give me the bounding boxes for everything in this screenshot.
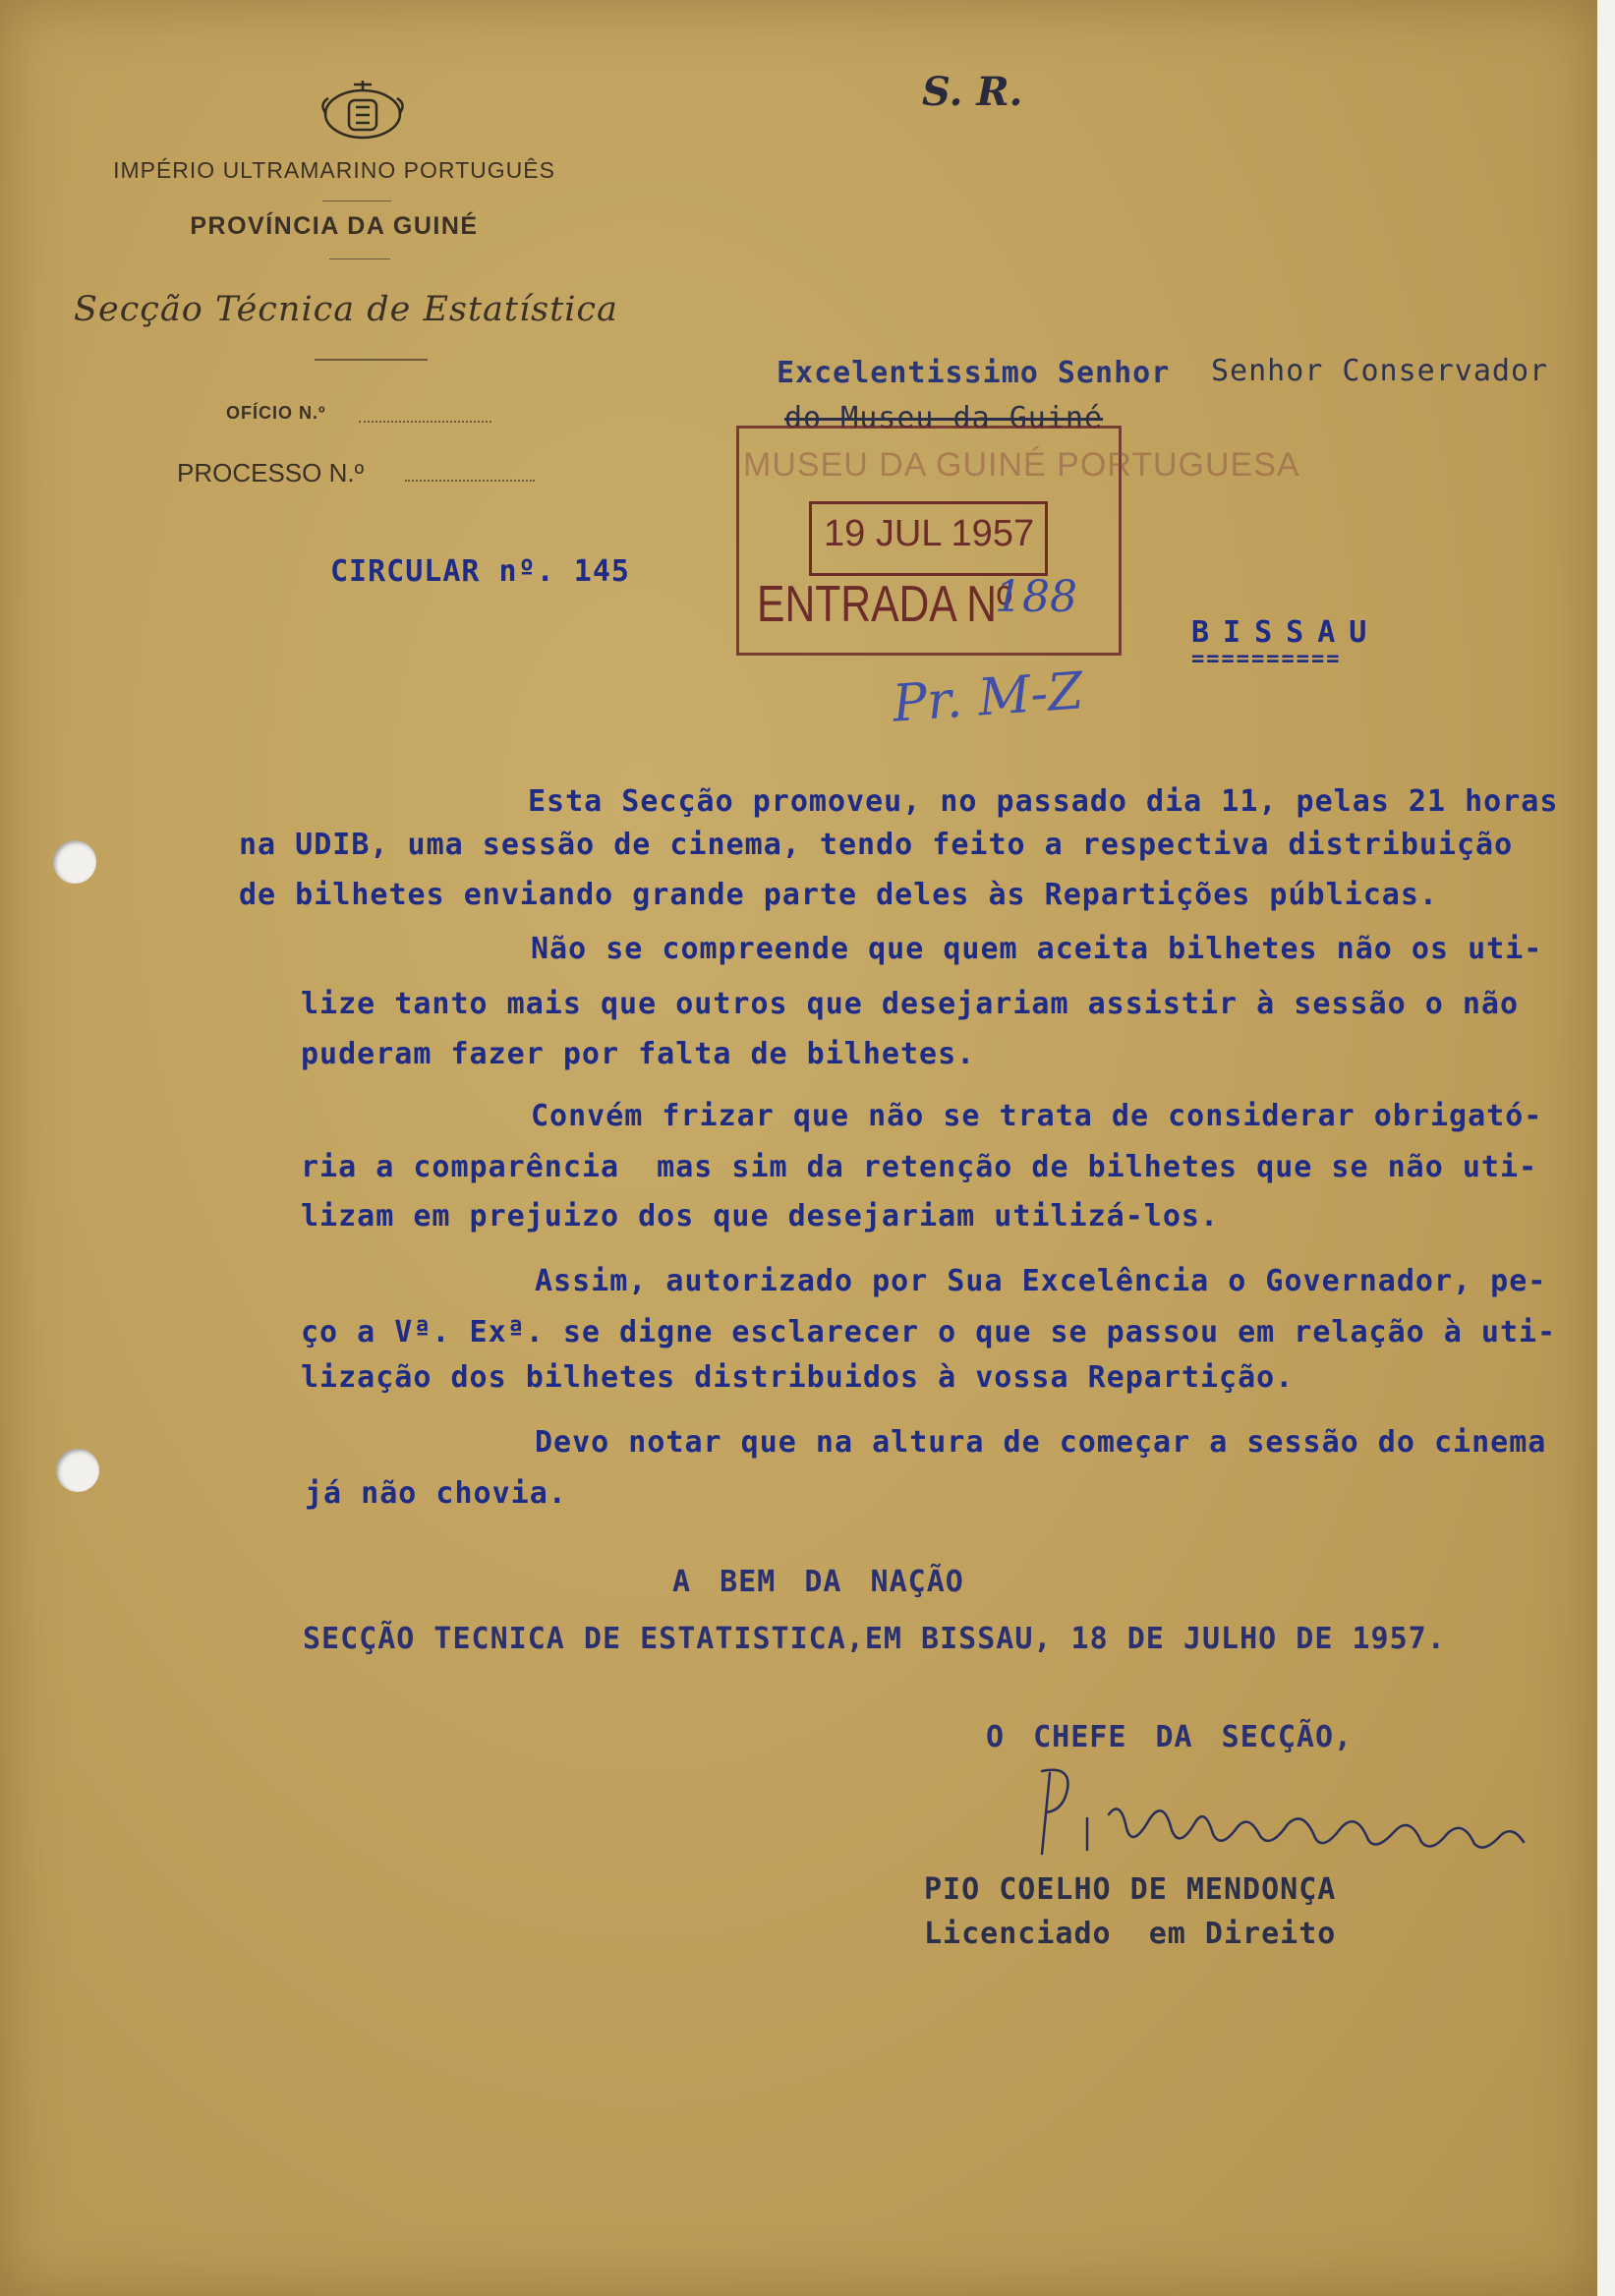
province-heading: PROVÍNCIA DA GUINÉ (190, 212, 479, 240)
city-underline: ========== (1191, 647, 1342, 671)
closing-motto: A BEM DA NAÇÃO (672, 1565, 964, 1599)
punch-hole-2 (56, 1449, 99, 1492)
security-mark: S. R. (922, 69, 1023, 115)
addressee-line-2: do Museu da Guiné (784, 401, 1104, 435)
paragraph-2-line-2: lize tanto mais que outros que desejariam assistir à sessão o não (301, 987, 1519, 1021)
paragraph-2-line-1: Não se compreende que quem aceita bilhetes não os uti- (531, 932, 1543, 966)
section-heading: Secção Técnica de Estatística (74, 290, 618, 329)
oficio-dotted-line (359, 421, 491, 423)
stamp-date: 19 JUL 1957 (824, 513, 1035, 554)
paragraph-5-line-2: já não chovia. (305, 1476, 567, 1511)
paragraph-2-line-3: puderam fazer por falta de bilhetes. (301, 1037, 976, 1071)
paragraph-4-line-1: Assim, autorizado por Sua Excelência o Governador, pe- (535, 1264, 1547, 1298)
stamp-museum-name: MUSEU DA GUINÉ PORTUGUESA (743, 446, 1300, 484)
paragraph-4-line-2: ço a Vª. Exª. se digne esclarecer o que se passou em relação à uti- (301, 1315, 1557, 1349)
paragraph-1-line-3: de bilhetes enviando grande parte deles às Repartições públicas. (239, 878, 1438, 912)
paragraph-3-line-1: Convém frizar que não se trata de considerar obrigató- (531, 1099, 1543, 1133)
signature (1003, 1759, 1553, 1867)
paragraph-5-line-1: Devo notar que na altura de começar a sessão do cinema (535, 1425, 1547, 1460)
paragraph-3-line-3: lizam em prejuizo dos que desejariam utilizá-los. (301, 1199, 1220, 1234)
oficio-label: OFÍCIO N.º (226, 403, 326, 423)
stamp-entry-label: ENTRADA Nº (757, 576, 1012, 633)
header-rule-2 (329, 258, 390, 259)
processo-label: PROCESSO N.º (177, 458, 365, 488)
closing-role: O CHEFE DA SECÇÃO, (986, 1720, 1354, 1754)
paragraph-1-line-1: Esta Secção promoveu, no passado dia 11, pelas 21 horas (528, 784, 1559, 819)
addressee-line-1: Excelentissimo Senhor (777, 356, 1171, 390)
signer-title: Licenciado em Direito (924, 1917, 1337, 1951)
paragraph-1-line-2: na UDIB, uma sessão de cinema, tendo feito a respectiva distribuição (239, 828, 1514, 862)
stamp-entry-number: 188 (995, 572, 1077, 622)
coat-of-arms-icon (317, 75, 409, 147)
scan-edge (1597, 0, 1615, 2296)
handwritten-note: Pr. M-Z (891, 661, 1085, 734)
paragraph-4-line-3: lização dos bilhetes distribuidos à vossa Repartição. (301, 1360, 1295, 1395)
paragraph-3-line-2: ria a comparência mas sim da retenção de bilhetes que se não uti- (301, 1150, 1538, 1184)
header-rule-3 (315, 359, 428, 361)
city: BISSAU (1191, 615, 1381, 650)
addressee-line-1b: Senhor Conservador (1211, 354, 1549, 388)
empire-heading: IMPÉRIO ULTRAMARINO PORTUGUÊS (113, 157, 555, 183)
processo-dotted-line (405, 480, 535, 482)
circular-number: CIRCULAR nº. 145 (330, 554, 630, 589)
signer-name: PIO COELHO DE MENDONÇA (924, 1872, 1337, 1907)
punch-hole-1 (53, 840, 96, 884)
closing-place-date: SECÇÃO TECNICA DE ESTATISTICA,EM BISSAU, 18 DE JULHO DE 1957. (303, 1622, 1446, 1656)
